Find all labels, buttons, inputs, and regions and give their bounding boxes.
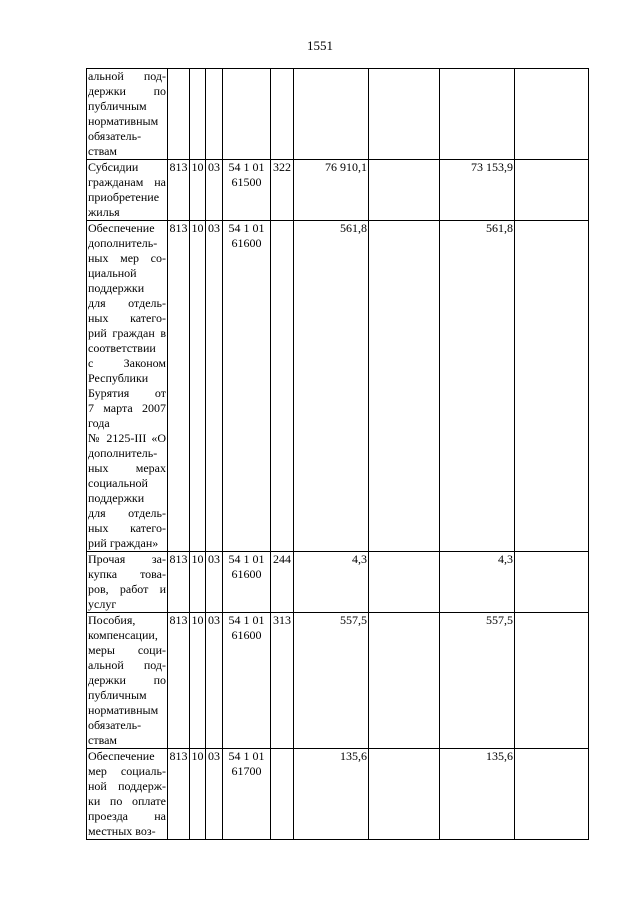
expense-name-line: услуг	[88, 597, 117, 611]
expense-name-line: социальной	[88, 476, 148, 490]
expense-name-cell	[87, 69, 168, 160]
amount-cell-1: 557,5	[294, 613, 369, 749]
expense-name-line: проезда на	[88, 809, 166, 823]
expense-name-line: № 2125-III «О	[88, 431, 166, 445]
expense-name-line: публичным	[88, 99, 147, 113]
expense-name-line: держки по	[88, 673, 166, 687]
expense-name-line: мер социаль-	[88, 764, 166, 778]
expense-name-line: ки по оплате	[88, 794, 166, 808]
section-code-cell: 10	[190, 613, 206, 749]
section-code-cell: 10	[190, 552, 206, 613]
expense-name-line: ной поддерж-	[88, 779, 166, 793]
section-code-cell: 10	[190, 221, 206, 552]
expense-name-line: для отдель-	[88, 506, 166, 520]
target-article-code-cell	[223, 552, 271, 613]
expense-name-line: циальной	[88, 266, 137, 280]
expense-name-line: для отдель-	[88, 296, 166, 310]
target-article-code-cell	[223, 221, 271, 552]
expense-name-line: Бурятия от	[88, 386, 166, 400]
amount-cell-2	[369, 552, 440, 613]
expense-name-line: нормативным	[88, 703, 159, 717]
expense-name-line: публичным	[88, 688, 147, 702]
amount-cell-3: 4,3	[440, 552, 515, 613]
expense-name-line: с Законом	[88, 356, 166, 370]
amount-cell-4	[515, 749, 589, 840]
grbs-code-cell: 813	[168, 749, 190, 840]
expense-name-line: приобретение	[88, 190, 160, 204]
expense-name-line: нормативным	[88, 114, 159, 128]
table-body	[87, 69, 589, 840]
expense-name-line: компенсации,	[88, 628, 158, 642]
table-row	[87, 552, 589, 613]
target-article-code-line: 61600	[231, 628, 262, 642]
expense-name-line: Пособия,	[88, 613, 136, 627]
amount-cell-2	[369, 749, 440, 840]
expense-name-line: купка това-	[88, 567, 166, 581]
expense-name-line: дополнитель-	[88, 236, 158, 250]
expense-name-line: Прочая за-	[88, 552, 166, 566]
expense-name-cell	[87, 749, 168, 840]
budget-table	[86, 68, 589, 840]
target-article-code-line: 61600	[231, 567, 262, 581]
expense-name-line: Обеспечение	[88, 221, 155, 235]
expense-name-line: ных катего-	[88, 521, 166, 535]
amount-cell-2	[369, 221, 440, 552]
expense-name-line: поддержки	[88, 491, 145, 505]
section-code-cell	[190, 69, 206, 160]
table-row	[87, 69, 589, 160]
expense-type-code-cell	[271, 221, 294, 552]
expense-name-line: меры соци-	[88, 643, 166, 657]
expense-name-line: рий граждан в	[88, 326, 166, 340]
expense-name-line: Республики	[88, 371, 149, 385]
expense-name-line: держки по	[88, 84, 166, 98]
expense-name-cell	[87, 552, 168, 613]
expense-name-line: Субсидии	[88, 160, 139, 174]
grbs-code-cell: 813	[168, 613, 190, 749]
expense-type-code-cell: 313	[271, 613, 294, 749]
page-number: 1551	[307, 38, 333, 53]
amount-cell-4	[515, 552, 589, 613]
expense-name-line: обязатель-	[88, 718, 142, 732]
expense-name-line: альной под-	[88, 69, 166, 83]
expense-name-line: Обеспечение	[88, 749, 155, 763]
expense-type-code-cell: 244	[271, 552, 294, 613]
amount-cell-2	[369, 69, 440, 160]
expense-name-line: ствам	[88, 144, 117, 158]
target-article-code-line: 54 1 01	[228, 221, 265, 235]
amount-cell-1: 561,8	[294, 221, 369, 552]
subsection-code-cell: 03	[206, 221, 223, 552]
expense-name-line: соответствии	[88, 341, 156, 355]
expense-name-line: поддержки	[88, 281, 145, 295]
table-row	[87, 613, 589, 749]
expense-name-line: обязатель-	[88, 129, 142, 143]
expense-name-line: ных мер со-	[88, 251, 166, 265]
expense-name-line: ствам	[88, 733, 117, 747]
table-row	[87, 221, 589, 552]
expense-name-line: дополнитель-	[88, 446, 158, 460]
expense-name-cell	[87, 221, 168, 552]
amount-cell-1: 4,3	[294, 552, 369, 613]
target-article-code-line: 61700	[231, 764, 262, 778]
target-article-code-cell	[223, 749, 271, 840]
amount-cell-1	[294, 69, 369, 160]
grbs-code-cell: 813	[168, 552, 190, 613]
amount-cell-2	[369, 613, 440, 749]
subsection-code-cell: 03	[206, 552, 223, 613]
amount-cell-3: 557,5	[440, 613, 515, 749]
target-article-code-line: 54 1 01	[228, 160, 265, 174]
expense-name-line: жилья	[88, 205, 120, 219]
amount-cell-1: 135,6	[294, 749, 369, 840]
target-article-code-cell	[223, 613, 271, 749]
grbs-code-cell	[168, 69, 190, 160]
expense-name-line: ных мерах	[88, 461, 166, 475]
expense-type-code-cell	[271, 69, 294, 160]
subsection-code-cell	[206, 69, 223, 160]
amount-cell-3: 135,6	[440, 749, 515, 840]
expense-name-line: года	[88, 416, 110, 430]
expense-name-line: 7 марта 2007	[88, 401, 166, 415]
target-article-code-line: 54 1 01	[228, 613, 265, 627]
target-article-code-cell	[223, 69, 271, 160]
target-article-code-cell	[223, 160, 271, 221]
amount-cell-4	[515, 221, 589, 552]
target-article-code-line: 61500	[231, 175, 262, 189]
expense-type-code-cell	[271, 749, 294, 840]
subsection-code-cell: 03	[206, 160, 223, 221]
expense-type-code-cell: 322	[271, 160, 294, 221]
target-article-code-line: 54 1 01	[228, 749, 265, 763]
amount-cell-1: 76 910,1	[294, 160, 369, 221]
expense-name-line: ров, работ и	[88, 582, 166, 596]
amount-cell-4	[515, 613, 589, 749]
section-code-cell: 10	[190, 749, 206, 840]
expense-name-line: рий граждан»	[88, 536, 159, 550]
expense-name-cell	[87, 160, 168, 221]
table-row	[87, 749, 589, 840]
grbs-code-cell: 813	[168, 160, 190, 221]
amount-cell-4	[515, 69, 589, 160]
amount-cell-3: 73 153,9	[440, 160, 515, 221]
expense-name-line: ных катего-	[88, 311, 166, 325]
expense-name-line: местных воз-	[88, 824, 156, 838]
expense-name-line: гражданам на	[88, 175, 166, 189]
expense-name-cell	[87, 613, 168, 749]
target-article-code-line: 61600	[231, 236, 262, 250]
grbs-code-cell: 813	[168, 221, 190, 552]
expense-name-line: альной под-	[88, 658, 166, 672]
subsection-code-cell: 03	[206, 613, 223, 749]
amount-cell-3: 561,8	[440, 221, 515, 552]
table-row	[87, 160, 589, 221]
target-article-code-line: 54 1 01	[228, 552, 265, 566]
amount-cell-4	[515, 160, 589, 221]
amount-cell-3	[440, 69, 515, 160]
amount-cell-2	[369, 160, 440, 221]
subsection-code-cell: 03	[206, 749, 223, 840]
section-code-cell: 10	[190, 160, 206, 221]
